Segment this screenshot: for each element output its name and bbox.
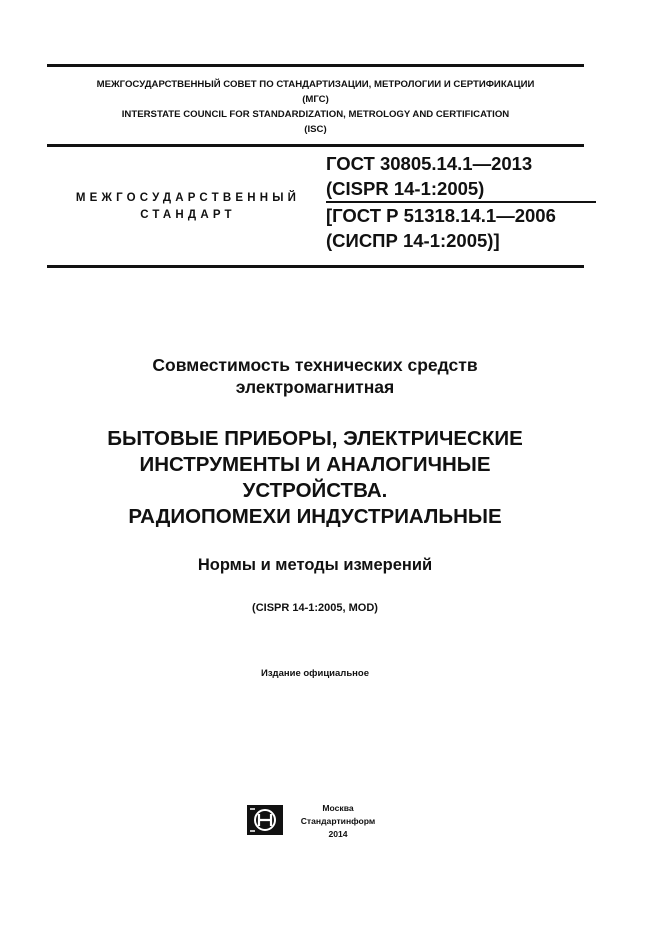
council-abbr-en: (ISC) <box>304 124 327 135</box>
main-title-line1: БЫТОВЫЕ ПРИБОРЫ, ЭЛЕКТРИЧЕСКИЕ <box>107 427 523 450</box>
standard-type-line1: МЕЖГОСУДАРСТВЕННЫЙ <box>75 192 301 204</box>
title-line1: Совместимость технических средств <box>152 355 478 375</box>
standard-designation <box>326 151 596 253</box>
gost-number: ГОСТ 30805.14.1—2013 <box>326 153 533 174</box>
main-title <box>40 426 590 530</box>
standard-type <box>64 190 312 224</box>
publisher-city: Москва <box>322 803 354 813</box>
cispr-number: (CISPR 14-1:2005) <box>326 178 485 199</box>
publisher-info <box>290 802 386 841</box>
main-title-line3: УСТРОЙСТВА. <box>242 479 388 502</box>
council-name-ru: МЕЖГОСУДАРСТВЕННЫЙ СОВЕТ ПО СТАНДАРТИЗАЦИИ, МЕТРОЛОГИИ И СЕРТИФИКАЦИИ <box>96 79 535 90</box>
subtitle: Нормы и методы измерений <box>197 556 433 574</box>
main-title-line2: ИНСТРУМЕНТЫ И АНАЛОГИЧНЫЕ <box>139 453 491 476</box>
cispr-reference: (CISPR 14-1:2005, MOD) <box>252 602 378 614</box>
council-abbr-ru: (МГС) <box>302 94 329 105</box>
header-rule <box>47 144 584 147</box>
main-title-line4: РАДИОПОМЕХИ ИНДУСТРИАЛЬНЫЕ <box>128 505 502 528</box>
gost-r-number: [ГОСТ Р 51318.14.1—2006 <box>326 201 596 228</box>
publisher-year: 2014 <box>328 829 348 839</box>
publisher-name: Стандартинформ <box>300 816 376 826</box>
standartinform-logo-icon <box>247 805 283 835</box>
title-line2: электромагнитная <box>235 377 395 397</box>
top-rule <box>47 64 584 67</box>
council-header <box>47 77 584 137</box>
standard-type-line2: СТАНДАРТ <box>140 209 236 221</box>
council-name-en: INTERSTATE COUNCIL FOR STANDARDIZATION, METROLOGY AND CERTIFICATION <box>121 109 510 120</box>
edition-label: Издание официальное <box>261 668 369 679</box>
title-group <box>60 354 570 398</box>
designation-rule <box>47 265 584 268</box>
sispr-number: (СИСПР 14-1:2005)] <box>326 230 500 251</box>
